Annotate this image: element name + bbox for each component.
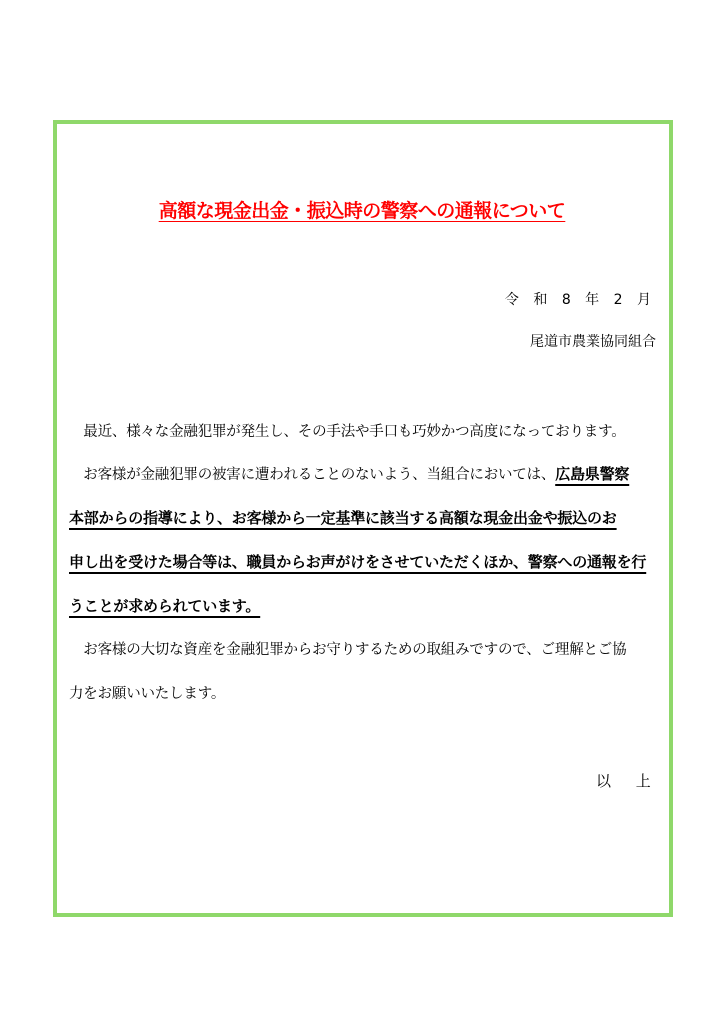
body-line-2 [69, 463, 629, 484]
body-line-5-emphasis: うことが求められています。 [69, 597, 261, 615]
body-line-2-plain: お客様が金融犯罪の被害に遭われることのないよう、当組合においては、 [69, 467, 556, 483]
body-line-1: 最近、様々な金融犯罪が発生し、その手法や手口も巧妙かつ高度になっております。 [69, 424, 626, 440]
body-line-7: 力をお願いいたします。 [69, 686, 226, 702]
body-line-3-emphasis: 本部からの指導により、お客様から一定基準に該当する高額な現金出金や振込のお [69, 509, 617, 527]
closing-remark: 以 上 [596, 772, 661, 790]
notice-title: 高額な現金出金・振込時の警察への通報について [158, 200, 566, 222]
body-line-4-emphasis: 申し出を受けた場合等は、職員からお声がけをさせていただくほか、警察への通報を行 [69, 553, 647, 571]
organization-name: 尾道市農業協同組合 [530, 334, 656, 350]
body-line-6: お客様の大切な資産を金融犯罪からお守りするための取組みですので、ご理解とご協 [69, 642, 627, 658]
issue-date: 令 和 8 年 2 月 [504, 292, 656, 308]
body-line-2-bold: 広島県警察 [555, 465, 630, 483]
